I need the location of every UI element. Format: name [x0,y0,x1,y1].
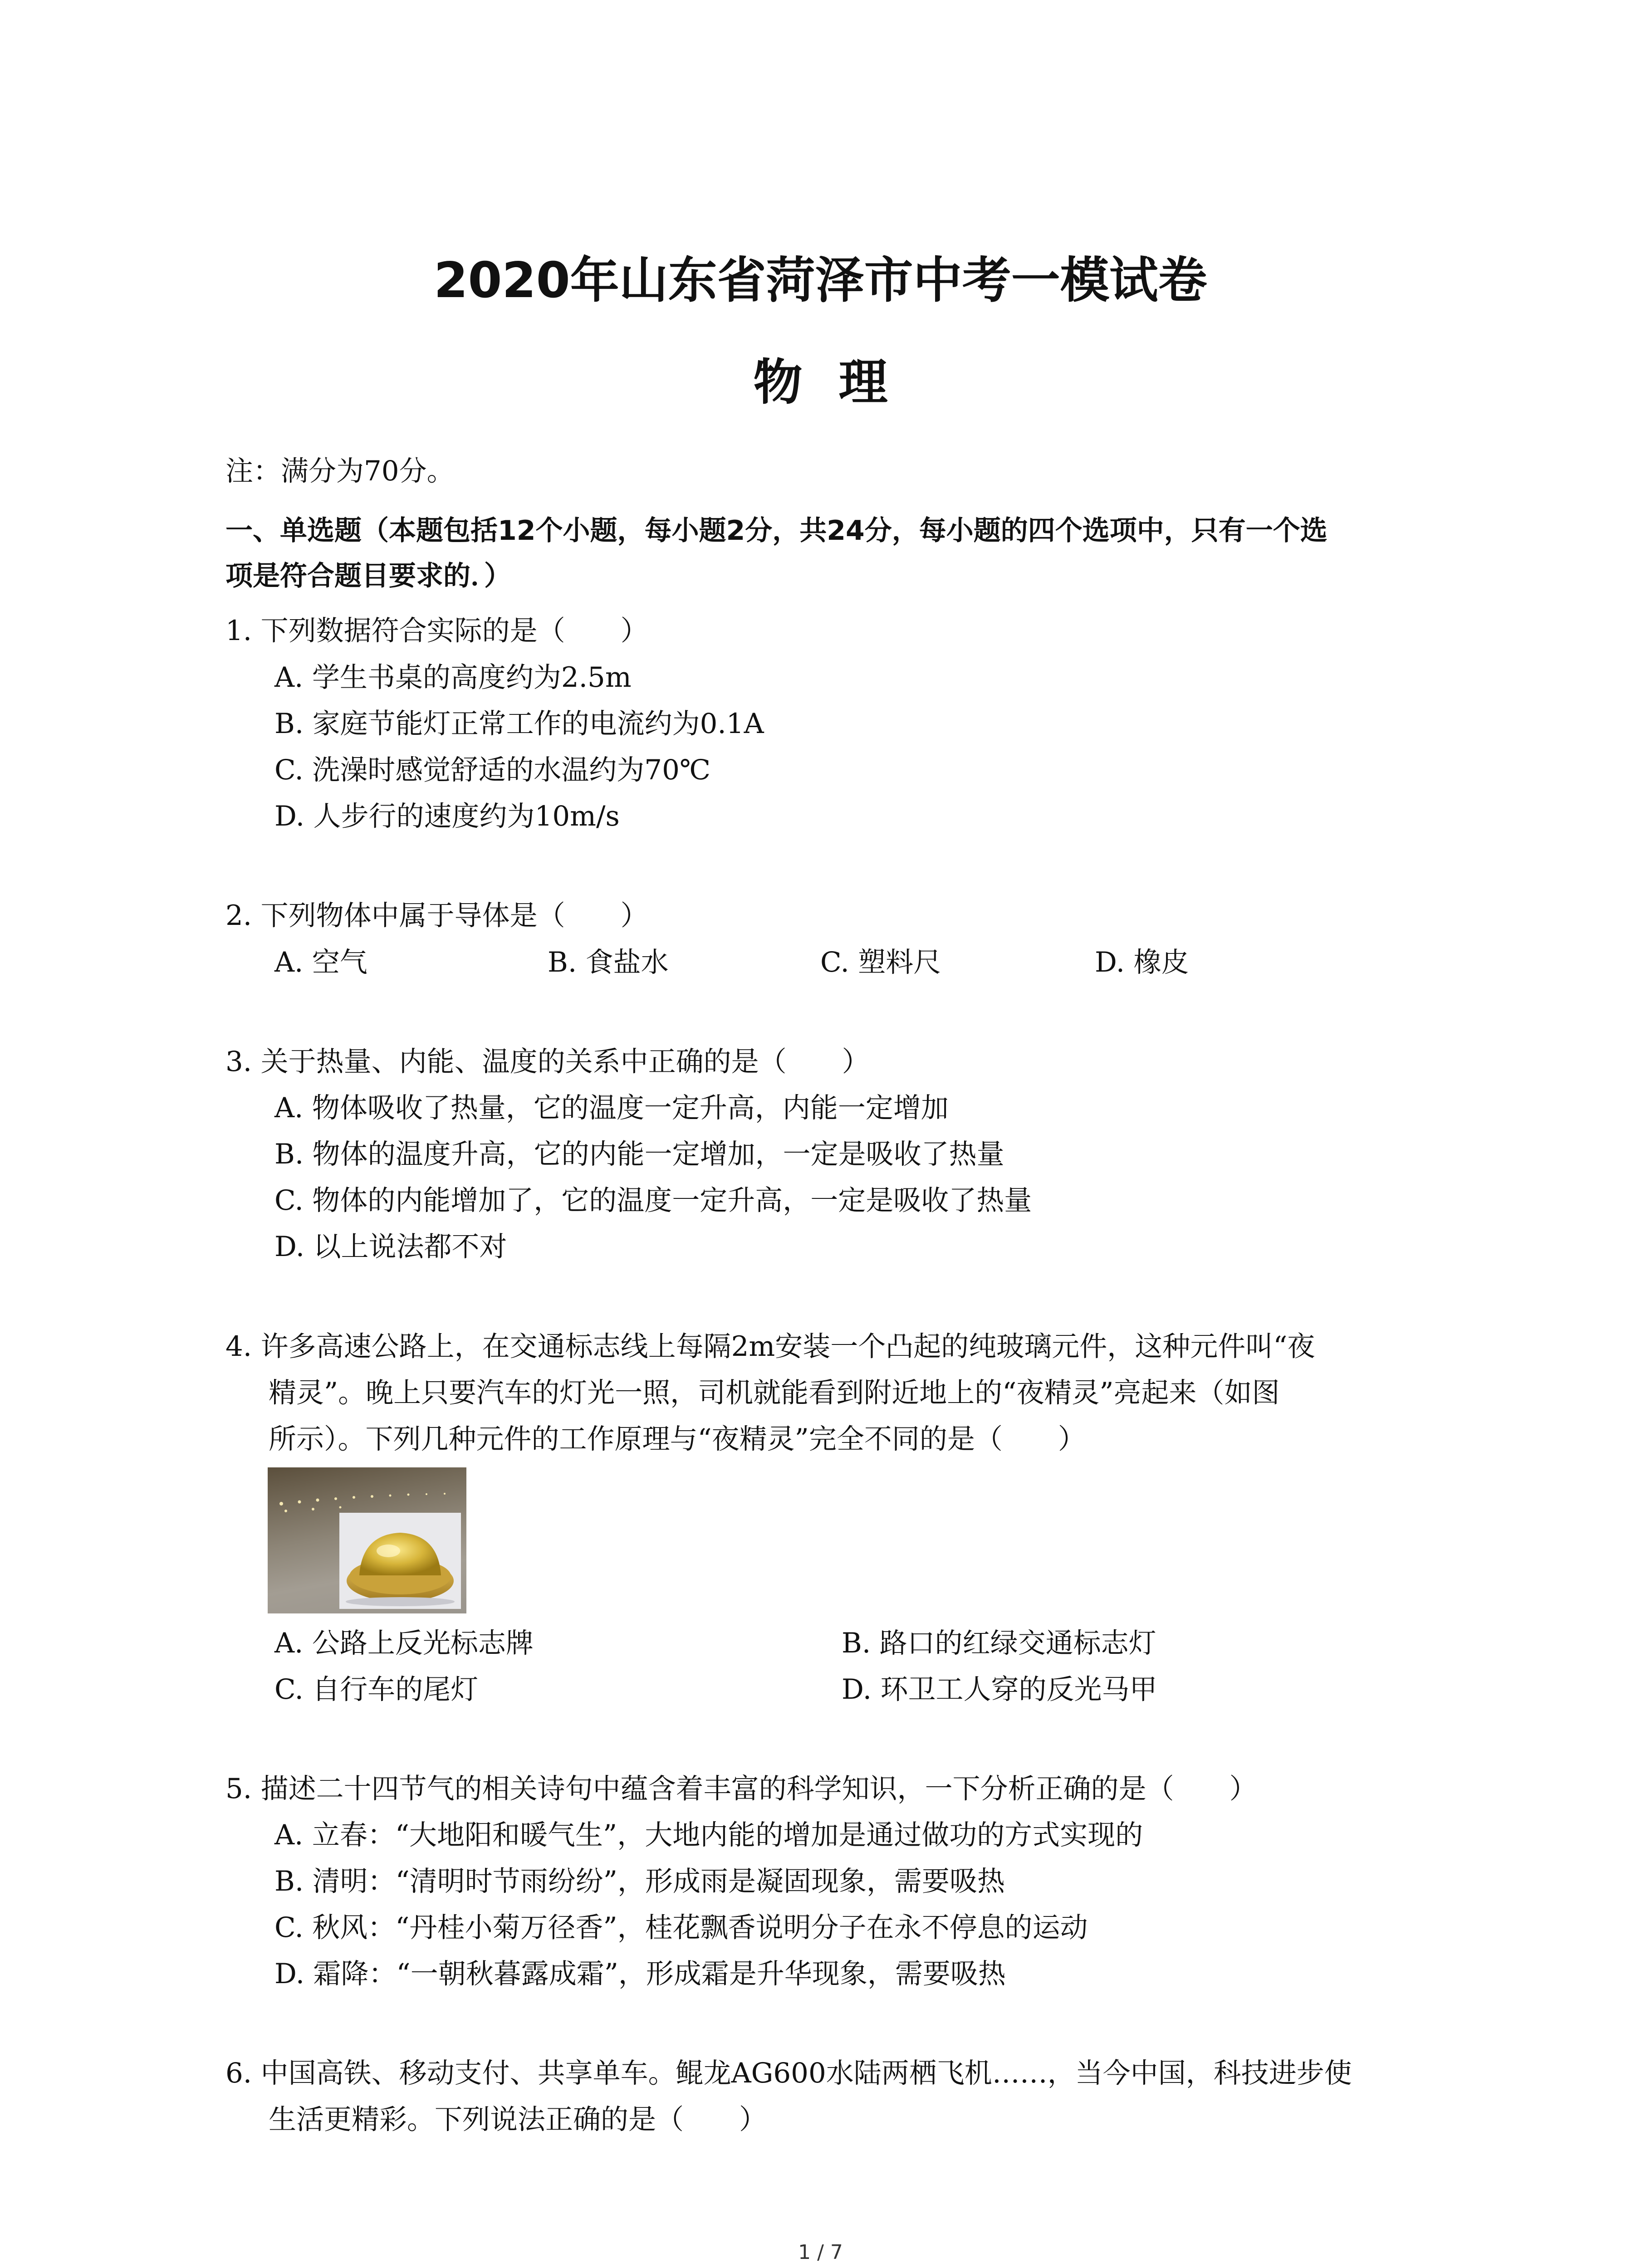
question-2-stem: 2. 下列物体中属于导体是（ ） [225,899,648,932]
question-6-stem-line1: 6. 中国高铁、移动支付、共享单车。鲲龙AG600水陆两栖飞机……，当今中国，科技进步使 [225,2057,1352,2089]
section-heading-line2: 项是符合题目要求的．） [225,560,511,592]
question-2-option-b: B. 食盐水 [548,946,669,978]
question-5-option-b: B. 清明：“清明时节雨纷纷”，形成雨是凝固现象，需要吸热 [274,1865,1005,1897]
question-5-option-a: A. 立春：“大地阳和暖气生”，大地内能的增加是通过做功的方式实现的 [274,1819,1143,1851]
question-5-option-c: C. 秋风：“丹桂小菊万径香”，桂花飘香说明分子在永不停息的运动 [274,1911,1088,1944]
question-4-stem-line3: 所示）。下列几种元件的工作原理与“夜精灵”完全不同的是（ ） [269,1423,1086,1455]
question-2-option-c: C. 塑料尺 [820,946,941,978]
reflector-closeup [339,1513,461,1609]
question-1-option-b: B. 家庭节能灯正常工作的电流约为0.1A [274,708,764,740]
question-4-stem-line1: 4. 许多高速公路上，在交通标志线上每隔2m安装一个凸起的纯玻璃元件，这种元件叫“夜 [225,1330,1315,1363]
question-4-option-d: D. 环卫工人穿的反光马甲 [842,1673,1157,1706]
question-3-stem: 3. 关于热量、内能、温度的关系中正确的是（ ） [225,1046,870,1078]
question-1-option-d: D. 人步行的速度约为10m/s [274,800,620,832]
page-number: 1 / 7 [798,2241,843,2264]
question-3-option-c: C. 物体的内能增加了，它的温度一定升高，一定是吸收了热量 [274,1184,1032,1217]
question-4-stem-line2: 精灵”。晚上只要汽车的灯光一照，司机就能看到附近地上的“夜精灵”亮起来（如图 [269,1377,1280,1409]
exam-title: 2020年山东省菏泽市中考一模试卷 [434,252,1207,309]
road-lights-graphic [272,1486,463,1513]
question-5-stem: 5. 描述二十四节气的相关诗句中蕴含着丰富的科学知识，一下分析正确的是（ ） [225,1773,1257,1805]
question-6-stem-line2: 生活更精彩。下列说法正确的是（ ） [269,2103,767,2136]
question-3-option-a: A. 物体吸收了热量，它的温度一定升高，内能一定增加 [274,1092,949,1124]
question-3-option-d: D. 以上说法都不对 [274,1231,507,1263]
question-1-option-a: A. 学生书桌的高度约为2.5m [274,661,632,694]
score-note: 注：满分为70分。 [225,455,455,487]
question-4-option-b: B. 路口的红绿交通标志灯 [842,1627,1156,1659]
road-reflector-photo [268,1467,466,1613]
question-4-option-c: C. 自行车的尾灯 [274,1673,479,1706]
question-2-option-a: A. 空气 [274,946,367,978]
question-5-option-d: D. 霜降：“一朝秋暮露成霜”，形成霜是升华现象，需要吸热 [274,1958,1006,1990]
question-1-stem: 1. 下列数据符合实际的是（ ） [225,615,648,647]
section-heading-line1: 一、单选题（本题包括12个小题，每小题2分，共24分，每小题的四个选项中，只有一个选 [225,515,1327,547]
question-1-option-c: C. 洗澡时感觉舒适的水温约为70℃ [274,754,711,786]
glass-reflector-graphic [339,1513,461,1609]
question-3-option-b: B. 物体的温度升高，它的内能一定增加，一定是吸收了热量 [274,1138,1004,1170]
question-4-option-a: A. 公路上反光标志牌 [274,1627,534,1659]
subject-title: 物理 [753,354,924,411]
question-2-option-d: D. 橡皮 [1095,946,1189,978]
